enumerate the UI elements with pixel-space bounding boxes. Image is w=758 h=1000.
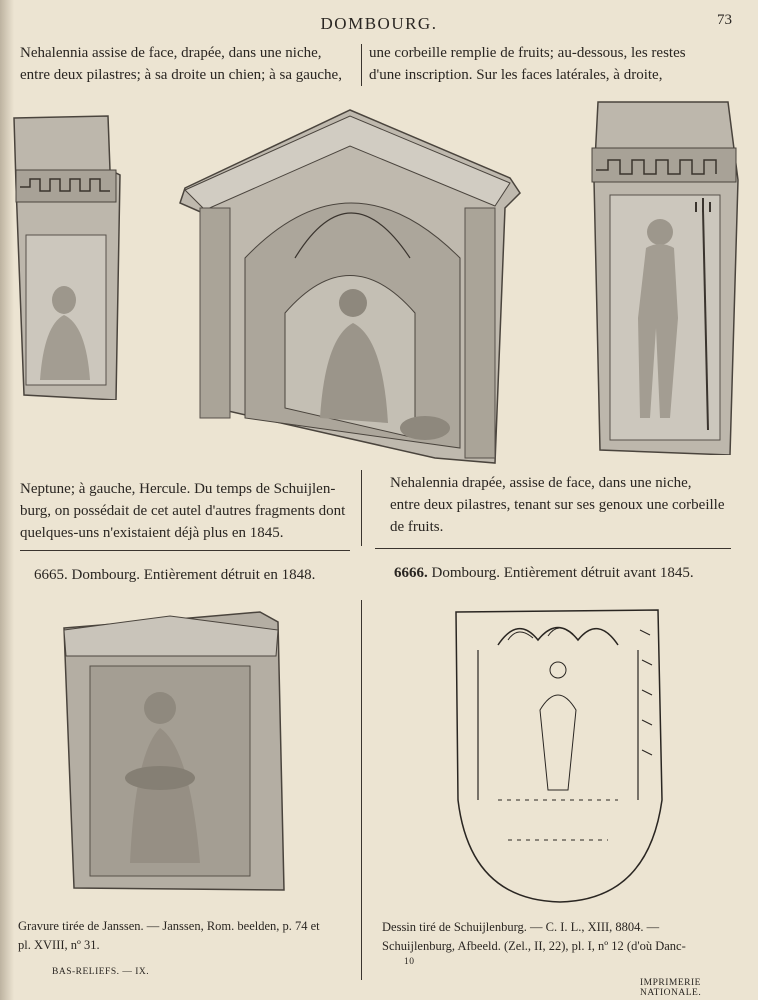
text-line: Neptune; à gauche, Hercule. Du temps de Schuijlen- [20,481,336,497]
column-divider-top [361,44,362,86]
relief-right-side-neptune [588,100,740,455]
section-rule-left [20,550,350,551]
text-line: Nehalennia drapée, assise de face, dans une niche, [390,475,692,491]
top-left-paragraph [20,42,350,86]
text-line: d'une inscription. Sur les faces latérales, à droite, [369,67,663,83]
entry-text: Dombourg. Entièrement détruit en 1848. [71,567,316,583]
footer-signature-left: BAS-RELIEFS. — IX. [52,967,150,977]
relief-6665-engraving [60,608,288,893]
mid-left-paragraph [20,478,356,544]
entry-heading-6666 [394,565,694,582]
caption-6666 [382,918,734,956]
relief-altar-nehalennia [175,108,530,468]
relief-6666-drawing [448,600,668,905]
text-line: de fruits. [390,519,444,535]
page-number: 73 [717,12,732,28]
text-line: burg, on possédait de cet autel d'autres fragments dont [20,503,346,519]
text-line: entre deux pilastres; à sa droite un chien; à sa gauche, [20,67,342,83]
text-line: entre deux pilastres, tenant sur ses genoux une corbeille [390,497,725,513]
relief-left-side-hercules [12,115,124,400]
column-divider-mid [361,470,362,546]
caption-line: Gravure tirée de Janssen. — Janssen, Rom. beelden, p. 74 et [18,919,320,933]
text-line: quelques-uns n'existaient déjà plus en 1845. [20,525,284,541]
footer-signature-number: 10 [404,957,415,967]
column-divider-bottom [361,600,362,980]
caption-line: Schuijlenburg, Afbeeld. (Zel., II, 22), pl. I, nº 12 (d'où Danc- [382,939,686,953]
caption-line: pl. XVIII, nº 31. [18,938,100,952]
entry-number: 6665. [34,567,68,583]
top-right-paragraph [369,42,721,86]
page-title: DOMBOURG. [320,14,438,33]
caption-6665 [18,917,358,955]
entry-number: 6666. [394,565,428,581]
footer-printer: IMPRIMERIE NATIONALE. [640,978,702,998]
section-rule-right [375,548,731,549]
caption-line: Dessin tiré de Schuijlenburg. — C. I. L., XIII, 8804. — [382,920,660,934]
text-line: Nehalennia assise de face, drapée, dans une niche, [20,45,322,61]
entry-text: Dombourg. Entièrement détruit avant 1845. [431,565,694,581]
entry-heading-6665 [34,567,315,584]
mid-right-paragraph [390,472,730,538]
text-line: une corbeille remplie de fruits; au-dessous, les restes [369,45,686,61]
